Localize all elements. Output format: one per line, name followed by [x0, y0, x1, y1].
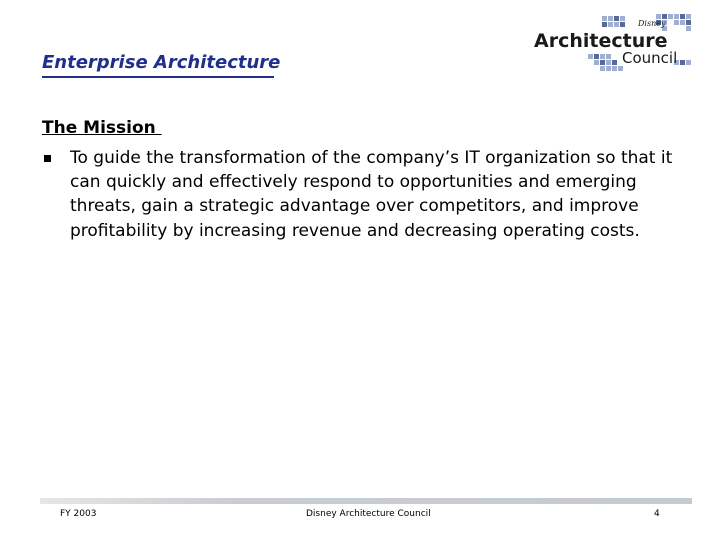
- architecture-council-logo: [528, 10, 696, 78]
- footer-organization: Disney Architecture Council: [306, 509, 431, 519]
- title-underline: [42, 76, 274, 78]
- logo-line-council: Council: [622, 49, 678, 67]
- slide-title: Enterprise Architecture: [42, 52, 281, 73]
- logo-line-architecture: Architecture: [534, 30, 668, 52]
- section-heading: The Mission: [42, 118, 162, 138]
- bullet-marker-icon: [44, 155, 51, 162]
- footer-bar: [40, 498, 692, 504]
- bullet-item: [42, 146, 692, 243]
- page-number: 4: [654, 509, 660, 519]
- footer-date: FY 2003: [60, 509, 97, 519]
- bullet-text: To guide the transformation of the company’s IT organization so that it can quickly and effectively respond to opportunities and emerging threats, gain a strategic advantage over competitors, and improve profitability by increasing revenue and decreasing operating costs.: [70, 148, 673, 241]
- logo-brand: Disney: [638, 19, 666, 28]
